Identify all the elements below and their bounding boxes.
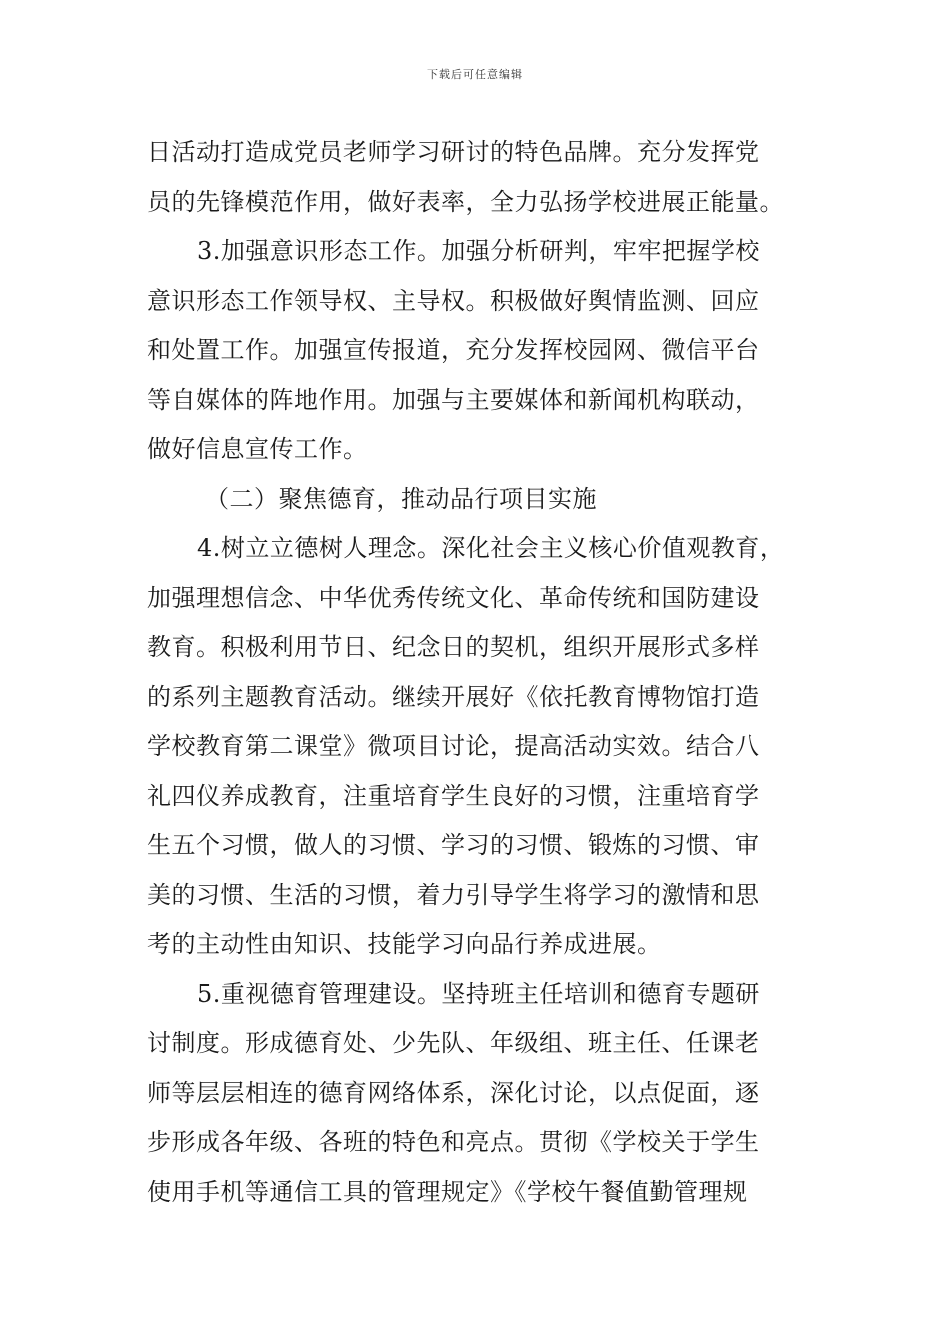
text-line: 的系列主题教育活动。继续开展好《依托教育博物馆打造 [147,682,760,711]
paragraph-moral-concept [147,524,807,970]
text-line: 考的主动性由知识、技能学习向品行养成进展。 [147,930,662,958]
text-line: 礼四仪养成教育，注重培育学生良好的习惯，注重培育学 [147,781,760,810]
text-line: 和处置工作。加强宣传报道，充分发挥校园网、微信平台 [147,336,760,364]
text-line: 生五个习惯，做人的习惯、学习的习惯、锻炼的习惯、审 [147,831,760,859]
text-line: 教育。积极利用节日、纪念日的契机，组织开展形式多样 [147,633,760,661]
text-line: 讨制度。形成德育处、少先队、年级组、班主任、任课老 [147,1029,760,1057]
text-line: 3.加强意识形态工作。加强分析研判，牢牢把握学校 [197,237,760,265]
paragraph-party-brand [147,128,807,227]
text-line: 员的先锋模范作用，做好表率，全力弘扬学校进展正能量。 [147,187,784,216]
text-line: 日活动打造成党员老师学习研讨的特色品牌。充分发挥党 [147,138,760,166]
text-line: 美的习惯、生活的习惯，着力引导学生将学习的激情和思 [147,880,760,909]
section-heading-moral-education [147,475,807,525]
paragraph-moral-management [147,970,807,1218]
document-body [147,128,807,1217]
text-line: 5.重视德育管理建设。坚持班主任培训和德育专题研 [197,979,760,1008]
text-line: 加强理想信念、中华优秀传统文化、革命传统和国防建设 [147,583,760,612]
text-line: 等自媒体的阵地作用。加强与主要媒体和新闻机构联动， [147,385,760,414]
text-line: （二）聚焦德育，推动品行项目实施 [205,484,597,513]
text-line: 学校教育第二课堂》微项目讨论，提高活动实效。结合八 [147,732,760,760]
paragraph-ideology-work [147,227,807,475]
text-line: 步形成各年级、各班的特色和亮点。贯彻《学校关于学生 [147,1128,760,1156]
text-line: 4.树立立德树人理念。深化社会主义核心价值观教育， [197,534,785,562]
text-line: 做好信息宣传工作。 [147,435,368,463]
text-line: 师等层层相连的德育网络体系，深化讨论，以点促面，逐 [147,1078,760,1107]
text-line: 使用手机等通信工具的管理规定》《学校午餐值勤管理规 [147,1177,748,1206]
text-line: 意识形态工作领导权、主导权。积极做好舆情监测、回应 [147,286,760,315]
page-header-note: 下载后可任意编辑 [427,68,523,81]
